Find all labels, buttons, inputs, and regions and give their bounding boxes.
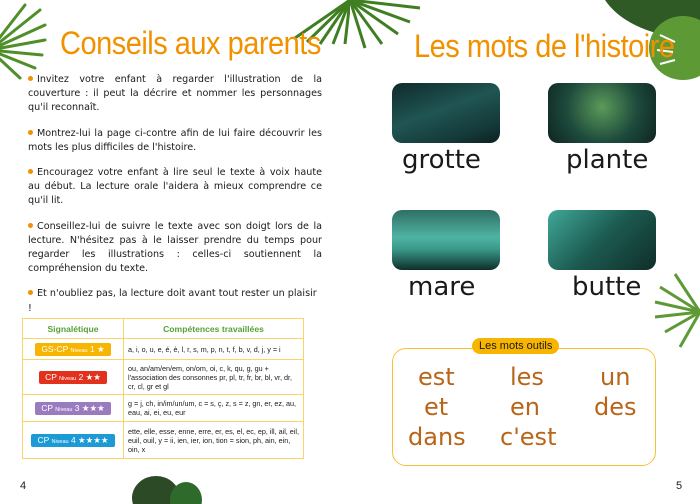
tip-item: Conseillez-lui de suivre le texte avec son doigt lors de la lecture. N'hésitez pas à le laisser prendre du temps pour regarder les illustrations : celles-ci soutiennent la compréhension du texte.	[28, 220, 322, 275]
right-page	[350, 0, 700, 504]
skills-cell: a, i, o, u, e, é, è, l, r, s, m, p, n, t, f, b, v, d, j, y = i	[124, 339, 304, 360]
palm-leaf-icon	[650, 272, 700, 352]
level-badge: CP Niveau 3 ★★★	[35, 402, 110, 415]
page-number: 4	[20, 480, 27, 492]
tool-word: des	[594, 393, 637, 421]
tool-word: est	[418, 363, 455, 391]
tool-word: en	[510, 393, 540, 421]
parent-tips	[28, 73, 322, 327]
skills-cell: g = j, ch, in/im/un/um, c = s, ç, z, s = z, gn, er, ez, au, eau, ai, ei, eu, eur	[124, 395, 304, 422]
page-title: Les mots de l'histoire	[414, 29, 675, 65]
level-badge: GS-CP Niveau 1 ★	[35, 343, 110, 356]
page-number: 5	[676, 480, 683, 492]
bullet-icon	[28, 223, 33, 228]
table-row	[23, 395, 304, 422]
tip-item: Montrez-lui la page ci-contre afin de lui faire découvrir les mots les plus difficiles de l'histoire.	[28, 127, 322, 153]
word-label: plante	[566, 145, 649, 175]
word-label: mare	[408, 272, 476, 302]
bullet-icon	[28, 130, 33, 135]
table-row	[23, 360, 304, 395]
table-row	[23, 422, 304, 459]
tool-word: c'est	[500, 423, 557, 451]
table-row	[23, 339, 304, 360]
word-illustration-mound	[548, 210, 656, 270]
skills-cell: ette, elle, esse, enne, erre, er, es, el, ec, ep, ill, ail, eil, euil, ouil, y = ii, ien, ier, ion, tion = sion, ph, ain, ein, oin, x	[124, 422, 304, 459]
word-illustration-cave	[392, 83, 500, 143]
tool-words-label: Les mots outils	[472, 338, 559, 354]
column-header: Compétences travaillées	[124, 319, 304, 339]
word-illustration-plant	[548, 83, 656, 143]
bullet-icon	[28, 169, 33, 174]
tip-item: Encouragez votre enfant à lire seul le texte à voix haute au début. La lecture orale l'aidera à mieux comprendre ce qu'il lit.	[28, 167, 322, 207]
tool-word: et	[424, 393, 449, 421]
levels-table	[22, 318, 304, 459]
word-label: butte	[572, 272, 642, 302]
bullet-icon	[28, 290, 33, 295]
tool-word: les	[510, 363, 544, 391]
tip-item: Et n'oubliez pas, la lecture doit avant tout rester un plaisir !	[28, 288, 317, 314]
word-label: grotte	[402, 145, 481, 175]
page-title: Conseils aux parents	[60, 26, 321, 62]
tip-item: Invitez votre enfant à regarder l'illustration de la couverture : il peut la décrire et nommer les personnages qu'il reconnaît.	[28, 74, 322, 114]
tool-word: un	[600, 363, 631, 391]
column-header: Signalétique	[23, 319, 124, 339]
level-badge: CP Niveau 4 ★★★★	[31, 434, 114, 447]
palm-leaf-icon	[0, 0, 50, 80]
level-badge: CP Niveau 2 ★★	[39, 371, 107, 384]
bullet-icon	[28, 76, 33, 81]
monstera-leaf-icon	[128, 472, 208, 504]
tool-word: dans	[408, 423, 466, 451]
word-illustration-pond	[392, 210, 500, 270]
skills-cell: ou, an/am/en/em, on/om, oi, c, k, qu, g, gu + l'association des consonnes pr, pl, tr, fr, br, bl, vr, dr, cr, cl, gr et gl	[124, 360, 304, 395]
